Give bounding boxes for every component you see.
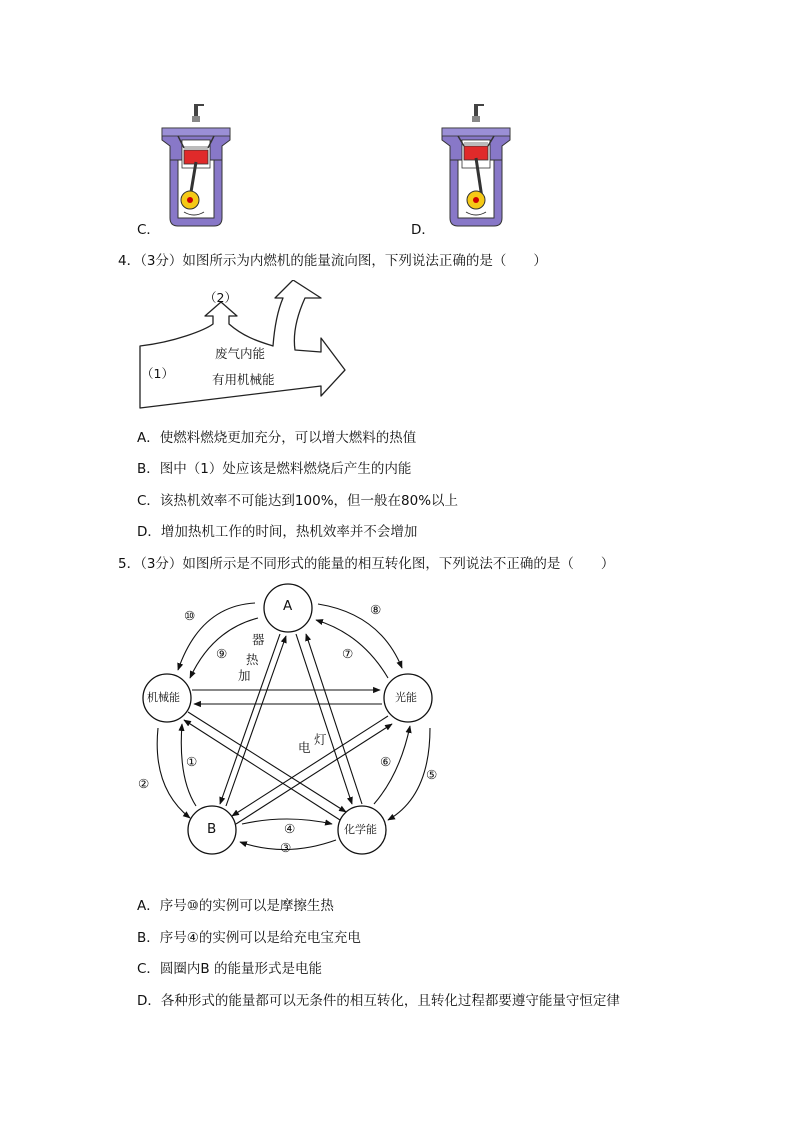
energy-conversion-diagram	[130, 578, 450, 858]
engine-option-d	[430, 100, 520, 230]
marker-9: ⑨	[216, 646, 228, 661]
lamp-label-2: 电	[298, 740, 311, 755]
conversion-arrows	[130, 578, 450, 858]
q4-option-a: A．使燃料燃烧更加充分，可以增大燃料的热值	[137, 430, 417, 446]
node-mech-label: 机械能	[147, 691, 180, 704]
engine-c-illustration	[150, 100, 240, 230]
q5-option-c: C．圆圈内B 的能量形式是电能	[137, 961, 322, 977]
marker-7: ⑦	[342, 646, 354, 661]
marker-3: ③	[280, 840, 292, 855]
marker-8: ⑧	[370, 602, 382, 617]
node-chem-label: 化学能	[344, 823, 377, 836]
option-c-label: C．	[137, 222, 160, 238]
marker-5: ⑤	[426, 767, 438, 782]
node-light-label: 光能	[395, 691, 417, 704]
q4-stem: 4．（3分）如图所示为内燃机的能量流向图，下列说法正确的是（ ）	[118, 253, 547, 269]
marker-10: ⑩	[184, 608, 196, 623]
engine-option-c	[150, 100, 240, 230]
q5-option-d: D．各种形式的能量都可以无条件的相互转化，且转化过程都要遵守能量守恒定律	[137, 993, 620, 1009]
q5-option-a: A．序号⑩的实例可以是摩擦生热	[137, 898, 334, 914]
label-1: （1）	[141, 366, 174, 381]
marker-4: ④	[284, 821, 296, 836]
q4-option-d: D．增加热机工作的时间，热机效率并不会增加	[137, 524, 418, 540]
lamp-label-1: 灯	[314, 732, 327, 747]
heater-label-1: 器	[252, 632, 265, 647]
node-b-label: B	[207, 821, 217, 837]
heater-label-3: 加	[238, 668, 251, 683]
option-d-label: D．	[411, 222, 435, 238]
q4-option-b: B．图中（1）处应该是燃料燃烧后产生的内能	[137, 461, 412, 477]
label-2: （2）	[204, 290, 237, 305]
marker-1: ①	[186, 754, 198, 769]
label-waste-heat: 废气内能	[215, 346, 266, 361]
energy-flow-diagram	[135, 280, 355, 412]
label-useful-work: 有用机械能	[212, 372, 275, 387]
engine-d-illustration	[430, 100, 520, 230]
q5-stem: 5．（3分）如图所示是不同形式的能量的相互转化图，下列说法不正确的是（ ）	[118, 556, 615, 572]
heater-label-2: 热	[246, 652, 259, 667]
q4-option-c: C．该热机效率不可能达到100%，但一般在80%以上	[137, 493, 459, 509]
marker-6: ⑥	[380, 754, 392, 769]
node-a-label: A	[283, 598, 293, 614]
q5-option-b: B．序号④的实例可以是给充电宝充电	[137, 930, 361, 946]
marker-2: ②	[138, 776, 150, 791]
